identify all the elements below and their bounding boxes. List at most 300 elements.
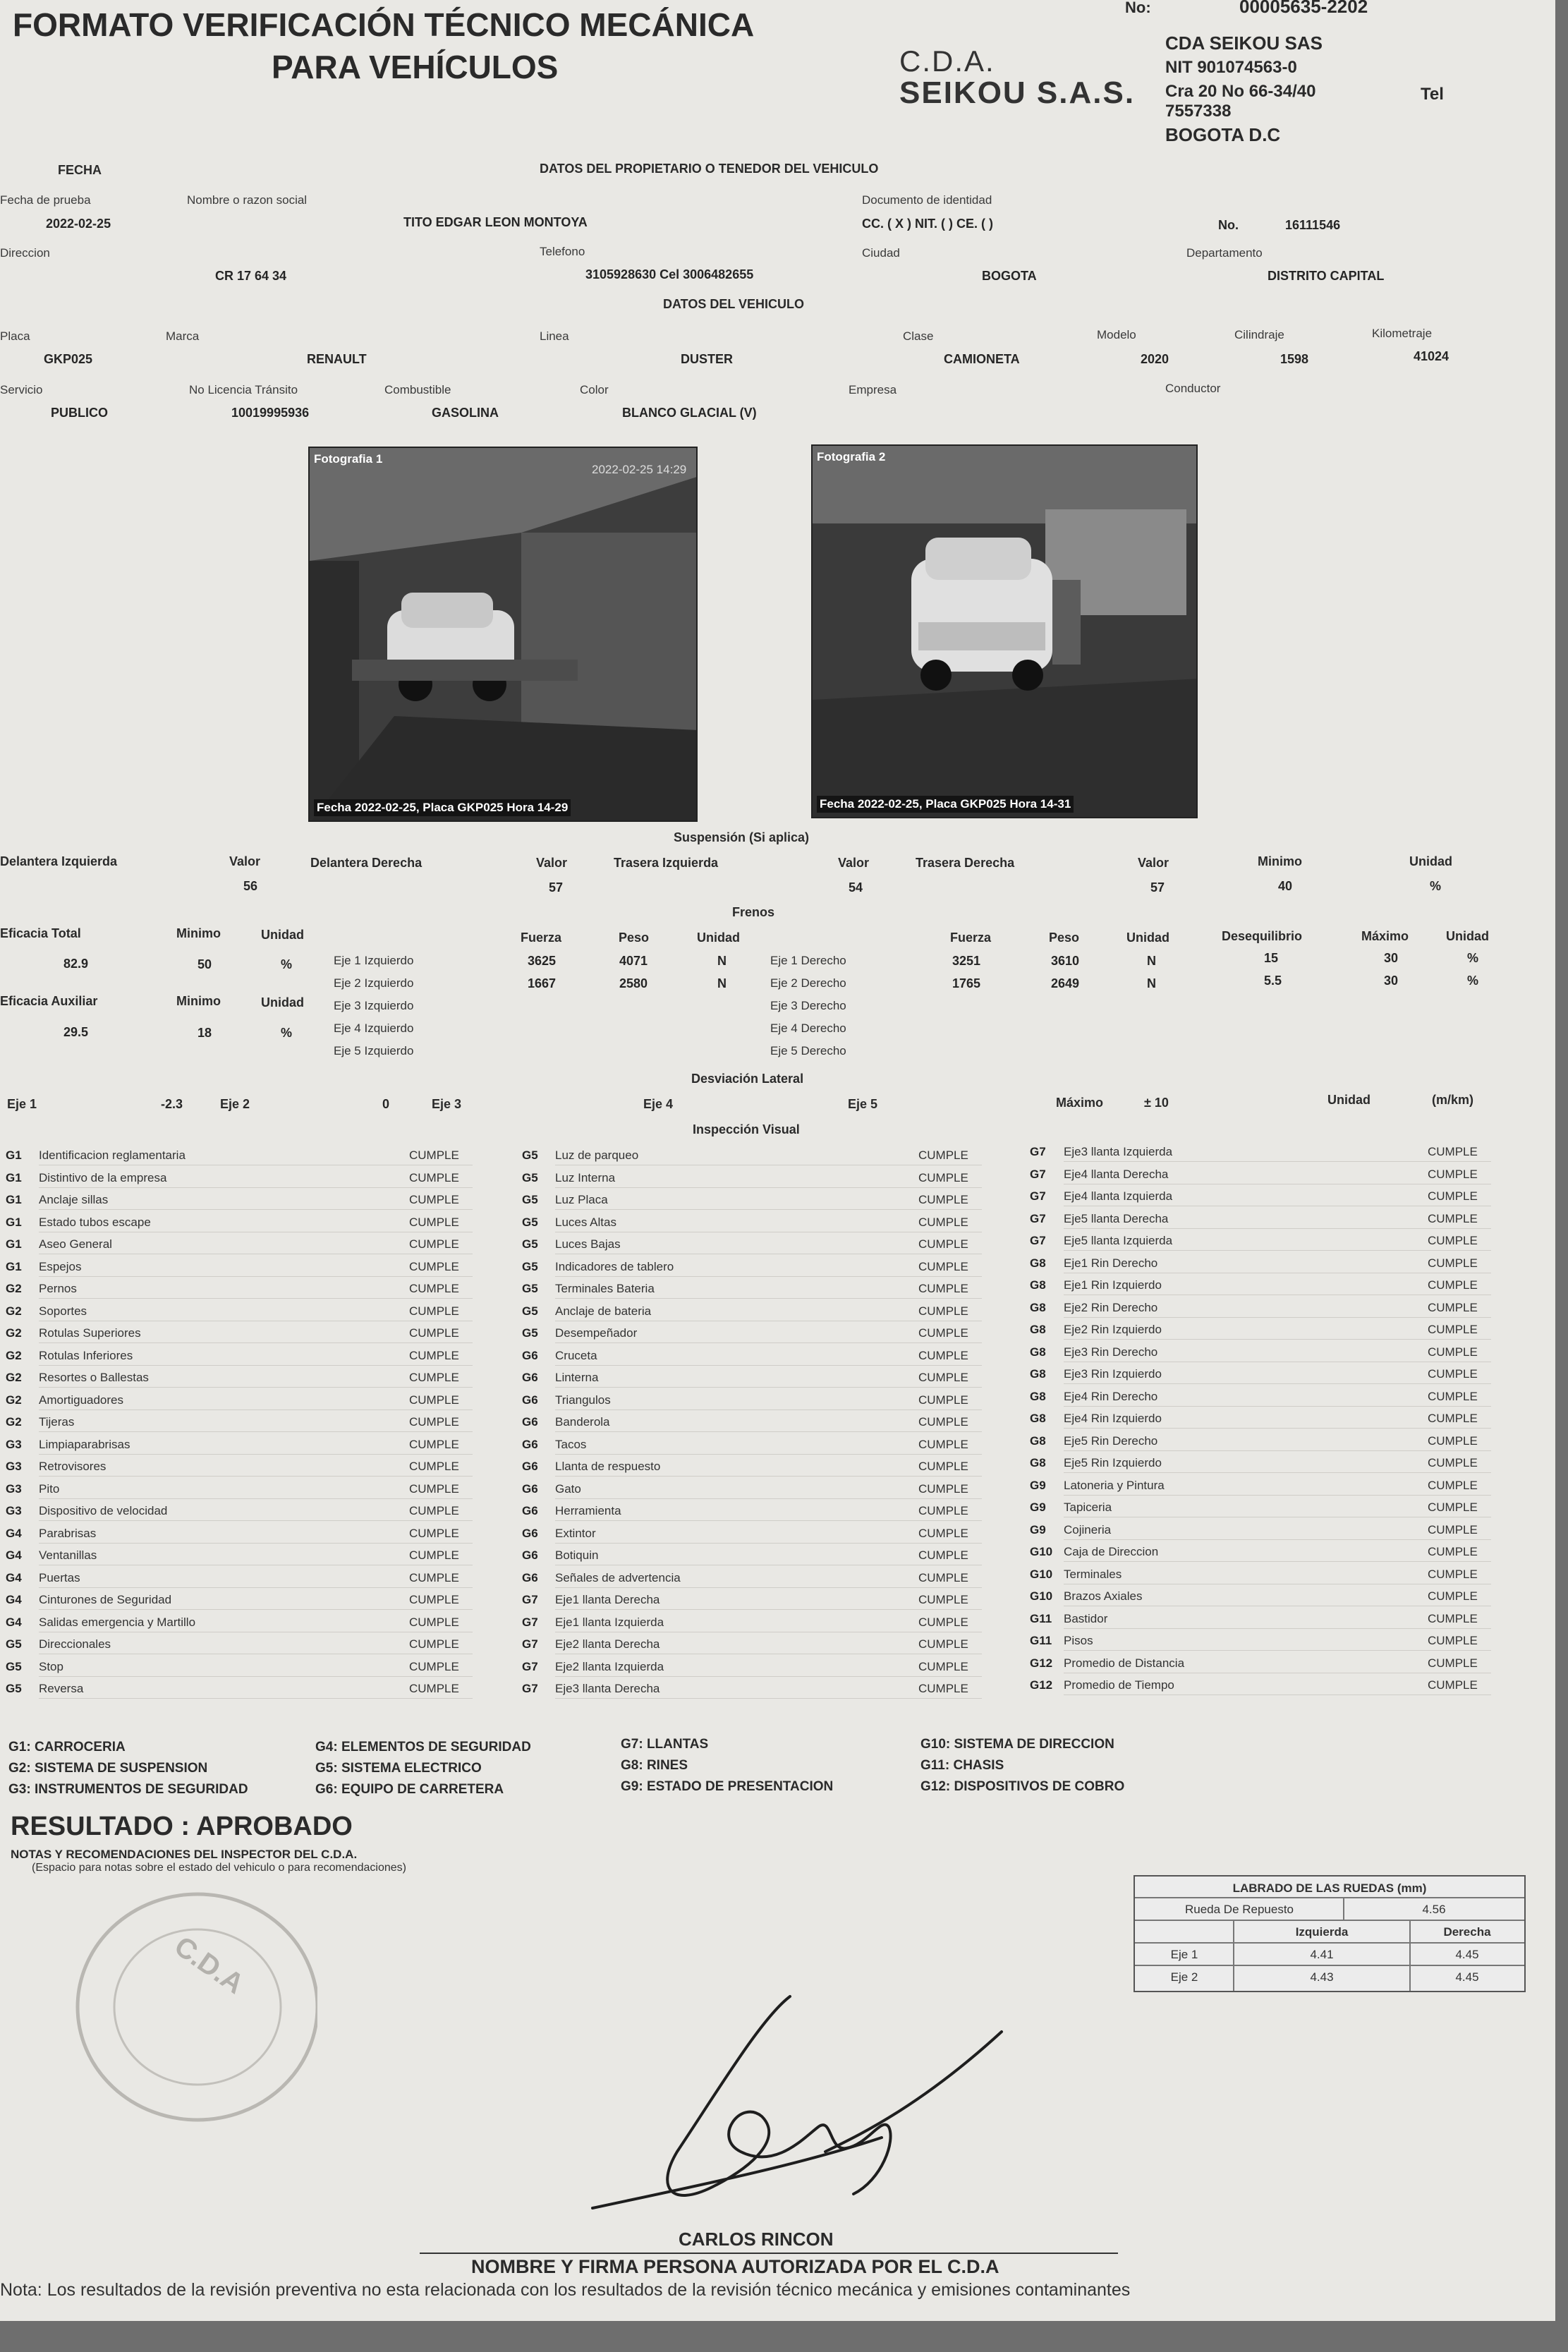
- photo-1-image: [310, 448, 698, 822]
- photo-1-timestamp: 2022-02-25 14:29: [592, 463, 687, 476]
- fecha-header: FECHA: [58, 163, 102, 177]
- inspection-row-divider: [39, 1187, 473, 1188]
- inspection-result: CUMPLE: [918, 1393, 968, 1407]
- form-title-line2: PARA VEHÍCULOS: [272, 49, 559, 85]
- freno-eje-der-label: Eje 5 Derecho: [770, 1044, 846, 1057]
- inspection-row-divider: [1064, 1472, 1491, 1473]
- susp-valor3: Valor: [838, 856, 870, 870]
- inspection-item-label: Llanta de respuesto: [555, 1460, 661, 1473]
- inspection-group-code: G9: [1030, 1479, 1046, 1492]
- freno-eje-izq-label: Eje 3 Izquierdo: [334, 999, 414, 1012]
- inspection-group-code: G5: [522, 1171, 538, 1184]
- inspection-row-divider: [1064, 1406, 1491, 1407]
- inspection-group-code: G3: [6, 1438, 22, 1451]
- inspection-result: CUMPLE: [918, 1326, 968, 1340]
- inspection-group-code: G1: [6, 1260, 22, 1273]
- inspection-group-code: G8: [1030, 1278, 1046, 1292]
- inspection-result: CUMPLE: [1428, 1189, 1478, 1203]
- inspection-item-label: Eje3 Rin Izquierdo: [1064, 1367, 1162, 1381]
- inspection-result: CUMPLE: [409, 1260, 459, 1273]
- inspector-signature: [550, 1975, 1030, 2229]
- inspection-row-divider: [555, 1342, 982, 1343]
- servicio-value: PUBLICO: [51, 406, 108, 420]
- ef-aux-unit: %: [281, 1026, 293, 1040]
- legend-item: G8: RINES: [621, 1758, 688, 1773]
- inspection-group-code: G4: [6, 1527, 22, 1540]
- legend-item: G6: EQUIPO DE CARRETERA: [315, 1782, 504, 1797]
- inspection-group-code: G7: [1030, 1212, 1046, 1225]
- combustible-value: GASOLINA: [432, 406, 499, 420]
- inspection-row-divider: [555, 1187, 982, 1188]
- inspection-result: CUMPLE: [918, 1482, 968, 1496]
- inspection-row-divider: [1064, 1428, 1491, 1429]
- inspection-result: CUMPLE: [1428, 1568, 1478, 1581]
- inspection-result: CUMPLE: [409, 1682, 459, 1695]
- inspection-row-divider: [39, 1698, 473, 1699]
- susp-unit: %: [1430, 879, 1442, 893]
- inspection-result: CUMPLE: [1428, 1501, 1478, 1514]
- legend-item: G9: ESTADO DE PRESENTACION: [621, 1779, 834, 1794]
- deseq-label: Desequilibrio: [1222, 929, 1303, 943]
- placa-label: Placa: [0, 329, 30, 343]
- inspection-item-label: Soportes: [39, 1304, 87, 1318]
- inspection-item-label: Eje3 llanta Derecha: [555, 1682, 660, 1695]
- inspection-item-label: Salidas emergencia y Martillo: [39, 1616, 196, 1629]
- ef-aux-unit-label: Unidad: [261, 995, 304, 1010]
- inspection-row-divider: [39, 1298, 473, 1299]
- ef-total-value: 82.9: [63, 957, 89, 971]
- inspection-item-label: Eje5 Rin Izquierdo: [1064, 1456, 1162, 1469]
- inspection-group-code: G2: [6, 1371, 22, 1384]
- inspection-item-label: Luz de parqueo: [555, 1148, 639, 1162]
- inspection-group-code: G7: [1030, 1145, 1046, 1158]
- inspection-group-code: G7: [1030, 1168, 1046, 1181]
- inspection-group-code: G7: [522, 1660, 538, 1673]
- inspection-result: CUMPLE: [409, 1304, 459, 1318]
- inspection-row-divider: [39, 1209, 473, 1210]
- company-city: BOGOTA D.C: [1165, 124, 1281, 145]
- km-value: 41024: [1414, 349, 1450, 363]
- inspection-group-code: G9: [1030, 1523, 1046, 1536]
- inspection-item-label: Herramienta: [555, 1504, 621, 1517]
- inspection-row-divider: [555, 1476, 982, 1477]
- inspection-row-divider: [555, 1387, 982, 1388]
- inspection-group-code: G2: [6, 1349, 22, 1362]
- inspection-item-label: Terminales Bateria: [555, 1282, 655, 1295]
- inspection-result: CUMPLE: [409, 1415, 459, 1429]
- company-phone: 7557338: [1165, 102, 1232, 121]
- inspection-item-label: Direccionales: [39, 1637, 111, 1651]
- dir-label: Direccion: [0, 246, 50, 260]
- inspection-item-label: Eje5 Rin Derecho: [1064, 1434, 1158, 1448]
- inspection-row-divider: [1064, 1161, 1491, 1162]
- frenos-title: Frenos: [732, 905, 775, 919]
- freno-eje-izq-label: Eje 1 Izquierdo: [334, 954, 414, 967]
- inspection-group-code: G5: [522, 1193, 538, 1206]
- inspection-item-label: Señales de advertencia: [555, 1571, 681, 1584]
- inspection-row-divider: [39, 1431, 473, 1432]
- ef-total-min-label: Minimo: [176, 926, 221, 940]
- inspection-item-label: Anclaje sillas: [39, 1193, 109, 1206]
- inspection-group-code: G8: [1030, 1456, 1046, 1469]
- signer-name: CARLOS RINCON: [679, 2229, 834, 2250]
- inspection-result: CUMPLE: [1428, 1301, 1478, 1314]
- inspection-result: CUMPLE: [409, 1548, 459, 1562]
- susp-v1: 56: [243, 879, 258, 893]
- inspection-row-divider: [555, 1520, 982, 1521]
- doc-label: Documento de identidad: [862, 193, 992, 207]
- inspection-item-label: Gato: [555, 1482, 581, 1496]
- inspection-row-divider: [39, 1543, 473, 1544]
- inspection-result: CUMPLE: [918, 1504, 968, 1517]
- inspection-group-code: G6: [522, 1504, 538, 1517]
- inspection-item-label: Luces Bajas: [555, 1237, 621, 1251]
- inspection-group-code: G6: [522, 1371, 538, 1384]
- inspection-row-divider: [555, 1609, 982, 1610]
- susp-l4: Trasera Derecha: [916, 856, 1015, 870]
- inspection-row-divider: [1064, 1339, 1491, 1340]
- inspection-group-code: G8: [1030, 1345, 1046, 1359]
- doc-number: 00005635-2202: [1239, 0, 1368, 17]
- inspection-row-divider: [1064, 1317, 1491, 1318]
- inspection-result: CUMPLE: [1428, 1345, 1478, 1359]
- inspection-row-divider: [39, 1587, 473, 1588]
- inspection-item-label: Tacos: [555, 1438, 587, 1451]
- inspection-item-label: Linterna: [555, 1371, 599, 1384]
- inspection-item-label: Eje1 llanta Derecha: [555, 1593, 660, 1606]
- inspection-group-code: G2: [6, 1393, 22, 1407]
- freno-der-unidad: N: [1147, 954, 1156, 968]
- desv-eje2-value: 0: [382, 1097, 390, 1111]
- freno-izq-peso: 4071: [619, 954, 648, 968]
- inspection-row-divider: [555, 1454, 982, 1455]
- inspection-result: CUMPLE: [918, 1593, 968, 1606]
- inspection-group-code: G5: [522, 1260, 538, 1273]
- ciudad-value: BOGOTA: [982, 269, 1037, 283]
- combustible-label: Combustible: [384, 383, 451, 396]
- marca-label: Marca: [166, 329, 200, 343]
- inspection-group-code: G11: [1030, 1634, 1052, 1647]
- inspection-item-label: Eje3 llanta Izquierda: [1064, 1145, 1173, 1158]
- inspection-group-code: G12: [1030, 1656, 1053, 1670]
- licencia-value: 10019995936: [231, 406, 310, 420]
- inspection-result: CUMPLE: [918, 1548, 968, 1562]
- inspection-result: CUMPLE: [1428, 1168, 1478, 1181]
- inspection-result: CUMPLE: [409, 1504, 459, 1517]
- unidad2-label: Unidad: [1446, 929, 1489, 943]
- dep-label: Departamento: [1186, 246, 1263, 260]
- inspection-result: CUMPLE: [409, 1616, 459, 1629]
- inspection-item-label: Amortiguadores: [39, 1393, 124, 1407]
- inspection-item-label: Triangulos: [555, 1393, 611, 1407]
- susp-minimo: Minimo: [1258, 854, 1302, 868]
- photo-2-stamp: Fecha 2022-02-25, Placa GKP025 Hora 14-31: [817, 796, 1074, 813]
- inspection-group-code: G5: [522, 1148, 538, 1162]
- susp-valor2: Valor: [536, 856, 568, 870]
- inspection-result: CUMPLE: [1428, 1656, 1478, 1670]
- inspection-row-divider: [1064, 1650, 1491, 1651]
- labrado-eje2-izq: 4.43: [1310, 1970, 1334, 1984]
- legend-item: G4: ELEMENTOS DE SEGURIDAD: [315, 1740, 531, 1754]
- company-tel-label: Tel: [1421, 85, 1444, 104]
- inspection-result: CUMPLE: [918, 1415, 968, 1429]
- freno-izq-peso: 2580: [619, 976, 648, 990]
- inspection-group-code: G7: [1030, 1189, 1046, 1203]
- inspection-row-divider: [39, 1365, 473, 1366]
- cilindraje-value: 1598: [1280, 352, 1309, 366]
- inspection-group-code: G1: [6, 1148, 22, 1162]
- freno-der-peso: 3610: [1051, 954, 1080, 968]
- suspension-title: Suspensión (Si aplica): [674, 830, 810, 844]
- labrado-eje1-izq: 4.41: [1310, 1948, 1334, 1961]
- inspection-group-code: G1: [6, 1216, 22, 1229]
- vehicle-section-title: DATOS DEL VEHICULO: [663, 297, 805, 311]
- inspection-group-code: G7: [522, 1637, 538, 1651]
- placa-value: GKP025: [44, 352, 93, 366]
- inspection-row-divider: [39, 1454, 473, 1455]
- inspection-row-divider: [39, 1520, 473, 1521]
- inspection-result: CUMPLE: [1428, 1390, 1478, 1403]
- inspection-row-divider: [555, 1587, 982, 1588]
- desv-eje4-label: Eje 4: [643, 1097, 674, 1111]
- inspection-group-code: G6: [522, 1548, 538, 1562]
- conductor-label: Conductor: [1165, 382, 1221, 395]
- inspection-group-code: G6: [522, 1571, 538, 1584]
- ef-aux-min-label: Minimo: [176, 994, 221, 1008]
- inspection-result: CUMPLE: [1428, 1678, 1478, 1692]
- ef-aux-min: 18: [197, 1026, 212, 1040]
- inspection-result: CUMPLE: [918, 1682, 968, 1695]
- ef-total-unit: %: [281, 957, 293, 971]
- inspection-item-label: Eje1 llanta Izquierda: [555, 1616, 664, 1629]
- inspection-item-label: Bastidor: [1064, 1612, 1108, 1625]
- inspection-item-label: Brazos Axiales: [1064, 1589, 1143, 1603]
- company-nit: NIT 901074563-0: [1165, 58, 1297, 77]
- inspection-row-divider: [1064, 1250, 1491, 1251]
- modelo-label: Modelo: [1097, 328, 1136, 341]
- desv-eje3-label: Eje 3: [432, 1097, 462, 1111]
- inspection-item-label: Latoneria y Pintura: [1064, 1479, 1165, 1492]
- inspection-item-label: Extintor: [555, 1527, 596, 1540]
- inspection-group-code: G7: [1030, 1234, 1046, 1247]
- inspection-item-label: Tapiceria: [1064, 1501, 1112, 1514]
- inspection-group-code: G4: [6, 1616, 22, 1629]
- inspection-group-code: G10: [1030, 1589, 1053, 1603]
- inspection-group-code: G7: [522, 1616, 538, 1629]
- inspection-group-code: G4: [6, 1548, 22, 1562]
- inspection-row-divider: [555, 1365, 982, 1366]
- inspection-item-label: Pernos: [39, 1282, 77, 1295]
- desv-max-label: Máximo: [1056, 1096, 1104, 1110]
- inspection-group-code: G6: [522, 1393, 538, 1407]
- inspection-item-label: Rotulas Superiores: [39, 1326, 141, 1340]
- inspection-row-divider: [1064, 1628, 1491, 1629]
- inspection-group-code: G4: [6, 1593, 22, 1606]
- inspection-result: CUMPLE: [409, 1571, 459, 1584]
- inspection-row-divider: [555, 1543, 982, 1544]
- inspection-item-label: Indicadores de tablero: [555, 1260, 674, 1273]
- color-value: BLANCO GLACIAL (V): [622, 406, 757, 420]
- inspection-group-code: G6: [522, 1415, 538, 1429]
- peso-left-label: Peso: [619, 931, 650, 945]
- inspection-item-label: Identificacion reglamentaria: [39, 1148, 186, 1162]
- inspection-result: CUMPLE: [1428, 1412, 1478, 1425]
- logo-seikou: SEIKOU S.A.S.: [899, 75, 1136, 110]
- inspection-item-label: Estado tubos escape: [39, 1216, 151, 1229]
- legend-item: G10: SISTEMA DE DIRECCION: [920, 1737, 1114, 1752]
- inspection-item-label: Aseo General: [39, 1237, 112, 1251]
- susp-min: 40: [1278, 879, 1293, 893]
- legend-item: G1: CARROCERIA: [8, 1740, 126, 1754]
- susp-l1: Delantera Izquierda: [0, 854, 118, 868]
- inspection-item-label: Eje2 llanta Derecha: [555, 1637, 660, 1651]
- inspection-item-label: Eje2 llanta Izquierda: [555, 1660, 664, 1673]
- inspection-group-code: G5: [522, 1326, 538, 1340]
- owner-name: TITO EDGAR LEON MONTOYA: [403, 215, 588, 229]
- tel-label: Telefono: [540, 245, 585, 258]
- photo-2-label: Fotografia 2: [817, 450, 886, 463]
- inspection-item-label: Espejos: [39, 1260, 82, 1273]
- desv-unidad-label: Unidad: [1327, 1093, 1371, 1107]
- km-label: Kilometraje: [1372, 327, 1433, 340]
- susp-valor4: Valor: [1138, 856, 1169, 870]
- inspection-item-label: Cojineria: [1064, 1523, 1112, 1536]
- desviacion-title: Desviación Lateral: [691, 1072, 804, 1086]
- inspection-result: CUMPLE: [409, 1660, 459, 1673]
- photo-1: [308, 447, 698, 822]
- inspection-row-divider: [1064, 1495, 1491, 1496]
- fz-left-label: Fuerza: [521, 931, 562, 945]
- photo-1-stamp: Fecha 2022-02-25, Placa GKP025 Hora 14-29: [314, 799, 571, 816]
- inspection-result: CUMPLE: [1428, 1523, 1478, 1536]
- legend-item: G11: CHASIS: [920, 1758, 1004, 1773]
- labrado-table: [1134, 1875, 1526, 1992]
- inspection-row-divider: [39, 1276, 473, 1277]
- inspection-item-label: Eje1 Rin Izquierdo: [1064, 1278, 1162, 1292]
- inspection-result: CUMPLE: [1428, 1234, 1478, 1247]
- inspection-item-label: Eje1 Rin Derecho: [1064, 1256, 1158, 1270]
- freno-der-unidad: N: [1147, 976, 1156, 990]
- cda-stamp-seal: [21, 1891, 317, 2123]
- inspection-group-code: G1: [6, 1171, 22, 1184]
- inspection-row-divider: [1064, 1383, 1491, 1384]
- inspection-item-label: Parabrisas: [39, 1527, 97, 1540]
- inspection-group-code: G10: [1030, 1568, 1053, 1581]
- resultado: RESULTADO : APROBADO: [11, 1812, 353, 1841]
- inspection-item-label: Eje5 llanta Derecha: [1064, 1212, 1169, 1225]
- inspection-row-divider: [1064, 1450, 1491, 1451]
- inspection-row-divider: [39, 1676, 473, 1677]
- desv-eje1-label: Eje 1: [7, 1097, 37, 1111]
- labrado-izq-label: Izquierda: [1295, 1925, 1349, 1939]
- inspection-row-divider: [39, 1476, 473, 1477]
- ef-total-min: 50: [197, 957, 212, 971]
- inspection-row-divider: [555, 1209, 982, 1210]
- inspection-result: CUMPLE: [409, 1593, 459, 1606]
- cilindraje-label: Cilindraje: [1234, 328, 1284, 341]
- freno-desequilibrio: 15: [1264, 951, 1279, 965]
- desv-unidad: (m/km): [1432, 1093, 1474, 1107]
- legend-item: G12: DISPOSITIVOS DE COBRO: [920, 1779, 1125, 1794]
- inspection-result: CUMPLE: [918, 1193, 968, 1206]
- inspection-item-label: Puertas: [39, 1571, 80, 1584]
- freno-maximo: 30: [1384, 974, 1399, 988]
- inspection-group-code: G2: [6, 1282, 22, 1295]
- inspection-item-label: Anclaje de bateria: [555, 1304, 652, 1318]
- doc-number-value: 16111546: [1285, 218, 1341, 232]
- inspection-group-code: G6: [522, 1438, 538, 1451]
- inspection-result: CUMPLE: [1428, 1367, 1478, 1381]
- notas-sub: (Espacio para notas sobre el estado del vehiculo o para recomendaciones): [32, 1862, 406, 1874]
- inspection-result: CUMPLE: [409, 1527, 459, 1540]
- labrado-eje2-label: Eje 2: [1170, 1970, 1198, 1984]
- peso-right-label: Peso: [1049, 931, 1080, 945]
- labrado-grid: [1135, 1877, 1524, 1991]
- freno-eje-der-label: Eje 1 Derecho: [770, 954, 846, 967]
- unidad-right-label: Unidad: [1126, 931, 1169, 945]
- inspection-item-label: Eje4 llanta Derecha: [1064, 1168, 1169, 1181]
- inspection-result: CUMPLE: [409, 1637, 459, 1651]
- ef-aux-label: Eficacia Auxiliar: [0, 994, 98, 1008]
- inspection-item-label: Eje2 Rin Izquierdo: [1064, 1323, 1162, 1336]
- inspection-item-label: Dispositivo de velocidad: [39, 1504, 168, 1517]
- inspection-item-label: Eje4 Rin Izquierdo: [1064, 1412, 1162, 1425]
- inspection-group-code: G8: [1030, 1256, 1046, 1270]
- inspection-result: CUMPLE: [918, 1660, 968, 1673]
- susp-v4: 57: [1150, 880, 1165, 895]
- fecha-label: Fecha de prueba: [0, 193, 91, 207]
- servicio-label: Servicio: [0, 383, 43, 396]
- inspection-result: CUMPLE: [409, 1393, 459, 1407]
- signature-caption: NOMBRE Y FIRMA PERSONA AUTORIZADA POR EL C.D.A: [471, 2256, 999, 2277]
- inspection-group-code: G5: [522, 1216, 538, 1229]
- inspection-group-code: G9: [1030, 1501, 1046, 1514]
- inspection-item-label: Resortes o Ballestas: [39, 1371, 149, 1384]
- inspection-item-label: Botiquin: [555, 1548, 599, 1562]
- inspection-group-code: G8: [1030, 1434, 1046, 1448]
- inspection-row-divider: [39, 1387, 473, 1388]
- inspection-group-code: G10: [1030, 1545, 1053, 1558]
- inspection-result: CUMPLE: [1428, 1212, 1478, 1225]
- inspection-item-label: Eje3 Rin Derecho: [1064, 1345, 1158, 1359]
- inspection-item-label: Desempeñador: [555, 1326, 638, 1340]
- inspection-result: CUMPLE: [1428, 1256, 1478, 1270]
- inspection-result: CUMPLE: [409, 1460, 459, 1473]
- unidad-left-label: Unidad: [697, 931, 740, 945]
- freno-eje-der-label: Eje 4 Derecho: [770, 1022, 846, 1035]
- inspection-result: CUMPLE: [918, 1460, 968, 1473]
- inspection-group-code: G1: [6, 1193, 22, 1206]
- inspection-group-code: G5: [6, 1660, 22, 1673]
- inspection-result: CUMPLE: [918, 1260, 968, 1273]
- susp-l2: Delantera Derecha: [310, 856, 423, 870]
- inspection-item-label: Tijeras: [39, 1415, 75, 1429]
- inspection-group-code: G7: [522, 1682, 538, 1695]
- freno-eje-der-label: Eje 3 Derecho: [770, 999, 846, 1012]
- inspection-item-label: Promedio de Distancia: [1064, 1656, 1185, 1670]
- inspection-group-code: G3: [6, 1460, 22, 1473]
- freno-unidad2: %: [1467, 974, 1479, 988]
- departamento-value: DISTRITO CAPITAL: [1268, 269, 1385, 283]
- doc-no-label2: No.: [1218, 218, 1239, 232]
- inspection-item-label: Pito: [39, 1482, 60, 1496]
- inspection-result: CUMPLE: [1428, 1545, 1478, 1558]
- inspection-item-label: Retrovisores: [39, 1460, 107, 1473]
- inspection-result: CUMPLE: [409, 1371, 459, 1384]
- inspection-result: CUMPLE: [409, 1171, 459, 1184]
- inspection-item-label: Luces Altas: [555, 1216, 616, 1229]
- inspection-result: CUMPLE: [1428, 1612, 1478, 1625]
